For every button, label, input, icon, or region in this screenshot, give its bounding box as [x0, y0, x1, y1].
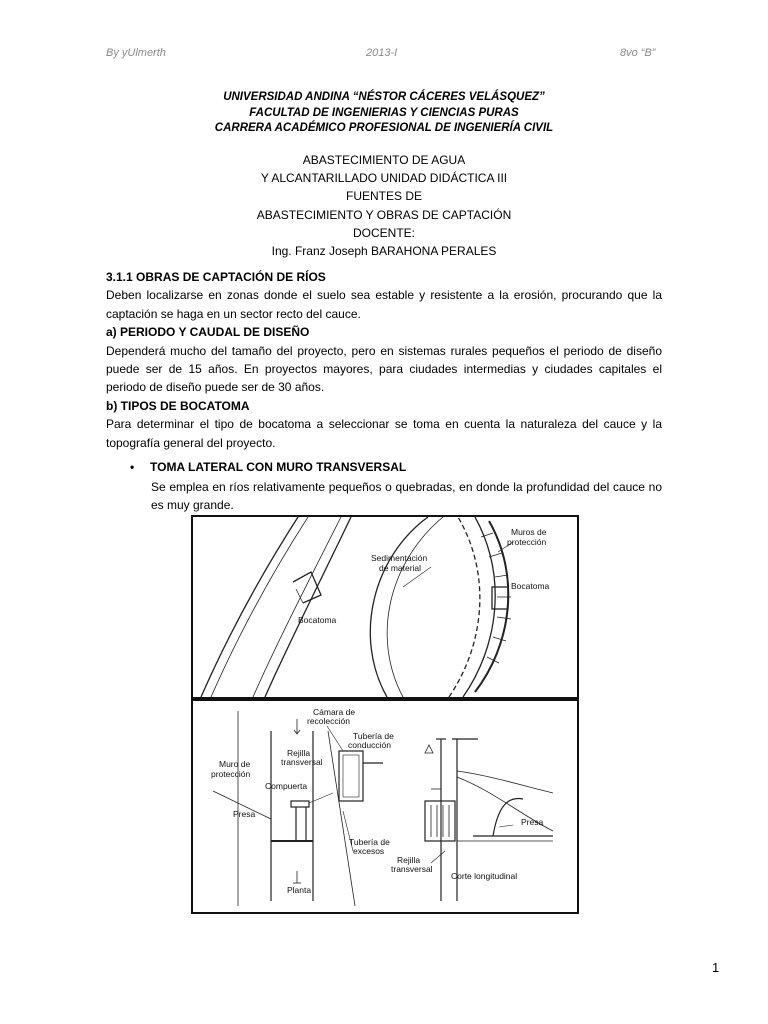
label-rejilla-2: transversal [281, 757, 323, 767]
label-camara-1: Cámara de [313, 707, 356, 717]
label-rejilla-1: Rejilla [287, 748, 311, 758]
bullet-icon: • [130, 460, 135, 474]
label-muro-2: protección [211, 769, 251, 779]
course-line-3: FUENTES DE [345, 189, 422, 204]
header-group: 8vo “B” [620, 47, 656, 59]
label-compuerta: Compuerta [265, 781, 308, 791]
label-camara-2: recolección [307, 716, 350, 726]
docente-label: DOCENTE: [352, 225, 415, 240]
bullet-text: Se emplea en ríos relativamente pequeños o quebradas, en donde la profundidad del cauce no es muy grande. [151, 480, 662, 513]
label-tuberia-cond-1: Tubería de [353, 731, 394, 741]
left-river-bank-4 [265, 517, 351, 697]
document-body [106, 268, 662, 452]
bullet-title: TOMA LATERAL CON MURO TRANSVERSAL [150, 460, 407, 474]
label-tuberia-exc-1: Tubería de [349, 837, 390, 847]
gate [291, 801, 309, 807]
label-rejilla-b-2: transversal [391, 864, 433, 874]
left-river-bank-2 [211, 517, 308, 697]
label-muros-1: Muros de [511, 527, 547, 537]
plan-section-drawing [193, 701, 577, 912]
course-line-1: ABASTECIMIENTO DE AGUA [302, 153, 466, 167]
course-line-4: ABASTECIMIENTO Y OBRAS DE CAPTACIÓN [256, 207, 512, 222]
label-muro-1: Muro de [219, 759, 251, 769]
faculty-name: FACULTAD DE INGENIERIAS Y CIENCIAS PURAS [249, 106, 519, 119]
section-text: Deben localizarse en zonas donde el suelo sea estable y resistente a la erosión, procurando que la captación se haga en un sector recto del cauce. [106, 288, 662, 321]
left-river-bank-1 [201, 517, 298, 697]
subsection-b-title: b) TIPOS DE BOCATOMA [106, 398, 250, 413]
subsection-a-text: Dependerá mucho del tamaño del proyecto, pero en sistemas rurales pequeños el periodo de diseño puede ser de 15 años. En proyectos mayores, para ciudades intermedias y ciudades capitales el periodo de diseño puede ser de 30 años. [106, 343, 662, 395]
label-bocatoma-left: Bocatoma [298, 615, 337, 625]
figure-river-plan [191, 515, 579, 699]
figure-plan-and-section [191, 699, 579, 914]
curved-bank-inner-2 [387, 517, 443, 697]
header-author: By yUlmerth [106, 47, 166, 59]
label-corte: Corte longitudinal [451, 871, 518, 881]
label-bocatoma-right: Bocatoma [511, 581, 550, 591]
curved-bank-inner-1 [370, 517, 428, 697]
label-tuberia-cond-2: conducción [348, 740, 392, 750]
label-sedimentacion-1: Sedimentación [371, 553, 428, 563]
label-tuberia-exc-2: excesos [353, 846, 385, 856]
label-muros-2: protección [507, 537, 547, 547]
river-plan-drawing [193, 517, 577, 697]
left-river-bank-3 [253, 517, 341, 697]
label-presa-left: Presa [233, 809, 256, 819]
label-rejilla-b-1: Rejilla [397, 855, 421, 865]
header-period: 2013-I [366, 47, 398, 59]
label-planta: Planta [287, 885, 312, 895]
subsection-b-text: Para determinar el tipo de bocatoma a seleccionar se toma en cuenta la naturaleza del cauce y la topografía general del proyecto. [106, 417, 662, 450]
label-sedimentacion-2: de material [379, 563, 422, 573]
collection-chamber [339, 751, 363, 801]
section-title: 3.1.1 OBRAS DE CAPTACIÓN DE RÍOS [106, 270, 326, 284]
page-number: 1 [712, 960, 720, 975]
institution-block [106, 90, 662, 137]
water-surface [457, 771, 553, 793]
docente-name: Ing. Franz Joseph BARAHONA PERALES [271, 244, 497, 259]
section-grate-box [425, 801, 455, 841]
university-name: UNIVERSIDAD ANDINA “NÉSTOR CÁCERES VELÁSQUEZ” [223, 91, 545, 103]
course-title-block [106, 151, 662, 260]
label-presa-right: Presa [521, 817, 544, 827]
career-name: CARRERA ACADÉMICO PROFESIONAL DE INGENIERÍA CIVIL [214, 122, 554, 134]
course-line-2: Y ALCANTARILLADO UNIDAD DIDÁCTICA III [260, 171, 508, 186]
curved-bank-outer-1 [449, 517, 480, 697]
subsection-a-title: a) PERIODO Y CAUDAL DE DISEÑO [106, 325, 310, 340]
